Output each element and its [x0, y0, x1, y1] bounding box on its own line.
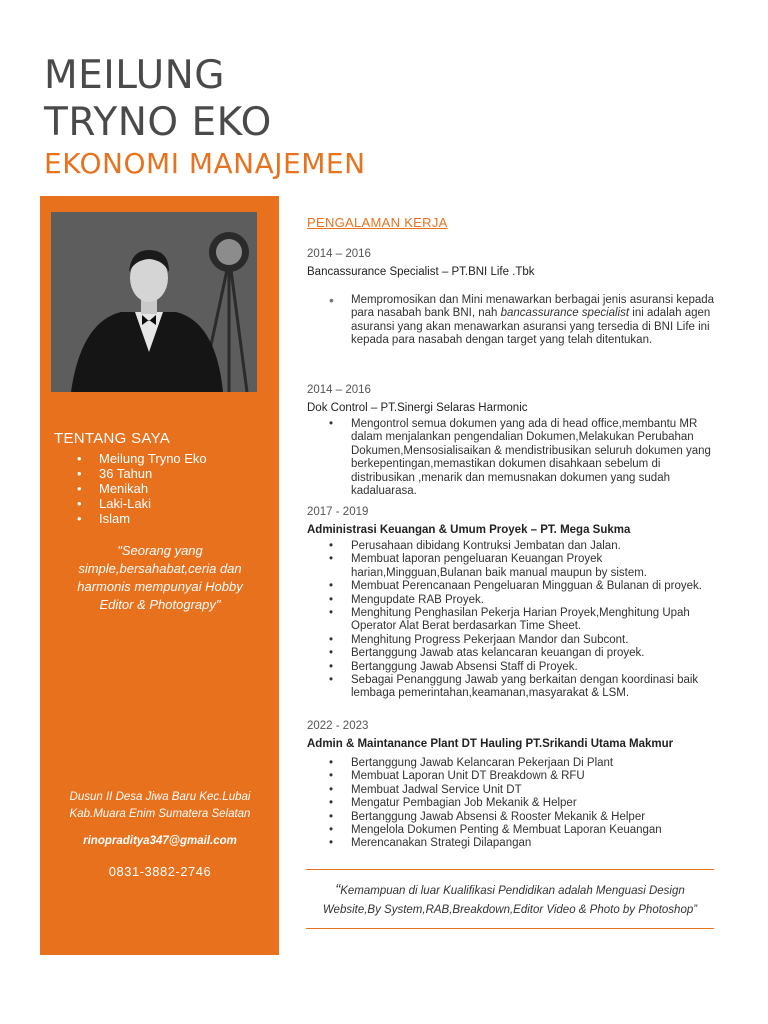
job-period: 2017 - 2019: [307, 506, 369, 518]
job-period: 2014 – 2016: [307, 248, 371, 260]
about-item: • Islam: [77, 511, 207, 526]
email-address: rinopraditya347@gmail.com: [83, 835, 237, 847]
job-duty: • Membuat Laporan Unit DT Breakdown & RFU: [307, 770, 727, 783]
job-duty: • Menghitung Penghasilan Pekerja Harian Proyek,Menghitung Upah Operator Alat Berat berdasarkan Time Sheet.: [307, 607, 727, 634]
job-duty: • Membuat Jadwal Service Unit DT: [307, 784, 727, 797]
address-line: Dusun II Desa Jiwa Baru Kec.Lubai: [69, 791, 251, 803]
job-role: Bancassurance Specialist – PT.BNI Life .Tbk: [307, 266, 535, 278]
quote-divider-bottom: [306, 928, 714, 929]
profile-photo: [51, 212, 257, 392]
address: [54, 789, 266, 823]
quote-divider-top: [306, 869, 714, 870]
job-duty: • Mengontrol semua dokumen yang ada di head office,membantu MR dalam menjalankan pengendalian Dokumen,Melakukan Perubahan Dokumen,Mensosialisaikan & mendistribusikan seluruh dokumen yang berkepentingan,memastikan dokumen disahkaan sebelum di distribusikan ,menarik dan memusnakan dokumen yang sudah kadaluarasa.: [307, 418, 727, 498]
major-title: EKONOMI MANAJEMEN: [44, 147, 366, 180]
job-duty: • Bertanggung Jawab Absensi & Rooster Mekanik & Helper: [307, 811, 727, 824]
name-line-2: TRYNO EKO: [44, 100, 272, 145]
job-duty: • Membuat Perencanaan Pengeluaran Mingguan & Bulanan di proyek.: [307, 580, 727, 593]
experience-title: PENGALAMAN KERJA: [307, 215, 448, 230]
job-duty: • Bertanggung Jawab atas kelancaran keuangan di proyek.: [307, 647, 727, 660]
personal-quote-line: Editor & Photograpy": [99, 597, 221, 612]
job-duty: • Merencanakan Strategi Dilapangan: [307, 837, 727, 850]
job-duty: • Mengupdate RAB Proyek.: [307, 594, 727, 607]
job-entry: [307, 247, 727, 348]
job-duty-text: ini adalah agen asuransi yang akan menawarkan asuransi yang tersedia di BNI Life ini kepada para nasabah dengan target yang telah ditentukan.: [351, 307, 711, 347]
job-duties: [307, 294, 727, 348]
job-role: Administrasi Keuangan & Umum Proyek – PT. Mega Sukma: [307, 524, 631, 536]
quote-mark: “: [335, 881, 341, 898]
job-duties: [307, 757, 727, 851]
about-item: • Menikah: [77, 481, 207, 496]
job-period: 2014 – 2016: [307, 384, 371, 396]
footer-quote-line: Website,By System,RAB,Breakdown,Editor Video & Photo by Photoshop”: [322, 904, 698, 916]
job-duty-text: Mempromosikan dan Mini menawarkan berbagai jenis asuransi kepada para nasabah bank BNI, nah: [351, 294, 715, 320]
phone-number: 0831-3882-2746: [108, 864, 212, 879]
about-item: • 36 Tahun: [77, 466, 207, 481]
full-name: [44, 52, 272, 146]
job-duties: [307, 540, 727, 701]
job-entry: [307, 383, 727, 498]
job-entry: [307, 505, 727, 701]
footer-quote-line: Kemampuan di luar Kualifikasi Pendidikan adalah Menguasi Design: [340, 885, 685, 897]
personal-quote-line: "Seorang yang: [117, 543, 203, 558]
job-period: 2022 - 2023: [307, 720, 369, 732]
job-duty: [307, 294, 727, 348]
job-duty: • Mengelola Dokumen Penting & Membuat Laporan Keuangan: [307, 824, 727, 837]
name-line-1: MEILUNG: [44, 53, 226, 98]
personal-quote-line: simple,bersahabat,ceria dan: [78, 561, 242, 576]
job-role: Dok Control – PT.Sinergi Selaras Harmonic: [307, 402, 528, 414]
sidebar-panel: [40, 196, 279, 955]
job-duty: • Bertanggung Jawab Absensi Staff di Proyek.: [307, 661, 727, 674]
job-duty: • Mengatur Pembagian Job Mekanik & Helper: [307, 797, 727, 810]
about-title: TENTANG SAYA: [54, 430, 171, 447]
job-duty: • Perusahaan dibidang Kontruksi Jembatan dan Jalan.: [307, 540, 727, 553]
job-duty: • Bertanggung Jawab Kelancaran Pekerjaan Di Plant: [307, 757, 727, 770]
job-duties: [307, 418, 727, 498]
job-duty: • Sebagai Penanggung Jawab yang berkaitan dengan koordinasi baik lembaga pemerintahan,keamanan,masyarakat & LSM.: [307, 674, 727, 701]
job-duty: • Menghitung Progress Pekerjaan Mandor dan Subcont.: [307, 634, 727, 647]
address-line: Kab.Muara Enim Sumatera Selatan: [69, 808, 251, 820]
job-duty-italic: bancassurance specialist: [500, 307, 630, 320]
about-list: [77, 451, 207, 526]
job-entry: [307, 719, 727, 851]
job-duty: • Membuat laporan pengeluaran Keuangan Proyek harian,Mingguan,Bulanan baik manual maupun by sistem.: [307, 553, 727, 580]
about-item: • Meilung Tryno Eko: [77, 451, 207, 466]
job-role: Admin & Maintanance Plant DT Hauling PT.Srikandi Utama Makmur: [307, 738, 674, 750]
about-item: • Laki-Laki: [77, 496, 207, 511]
personal-quote: [54, 542, 266, 614]
personal-quote-line: harmonis mempunyai Hobby: [77, 579, 243, 594]
profile-photo-illustration: [51, 212, 257, 392]
footer-quote: [306, 880, 714, 920]
